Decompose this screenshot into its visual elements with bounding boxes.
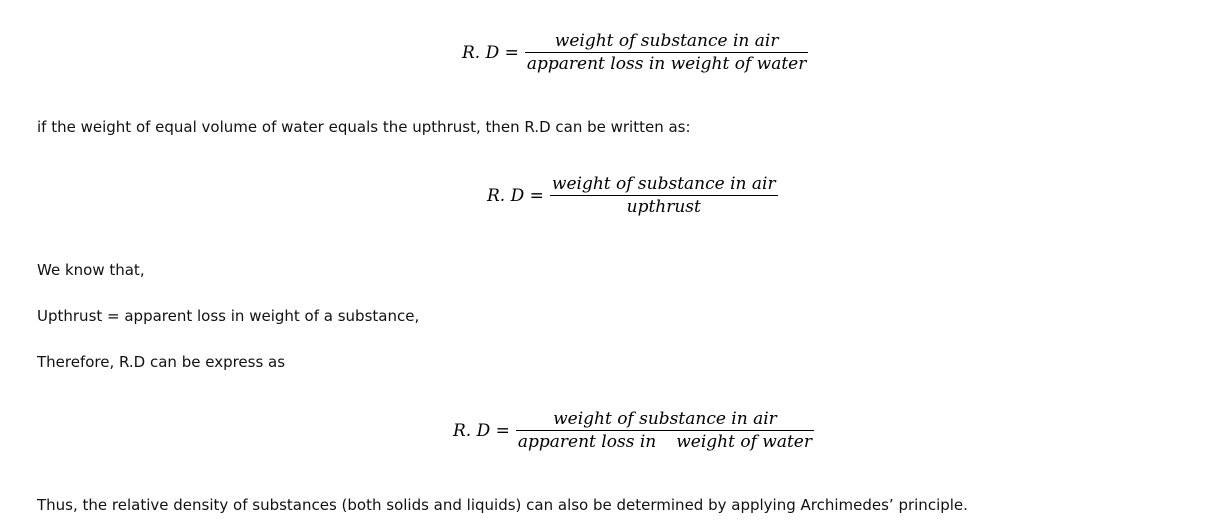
equation-1-denominator: apparent loss in weight of water [526, 54, 807, 74]
paragraph-3: Upthrust = apparent loss in weight of a substance, [37, 307, 420, 325]
paragraph-4: Therefore, R.D can be express as [37, 353, 286, 371]
equation-2-numerator: weight of substance in air [551, 174, 776, 194]
equation-1-fraction [525, 30, 808, 75]
paragraph-2: We know that, [37, 261, 145, 279]
equation-2-lhs: R. D = [487, 185, 544, 206]
equation-2 [487, 173, 778, 218]
paragraph-5: Thus, the relative density of substances (both solids and liquids) can also be determined by applying Archimedes’ principle. [37, 496, 968, 514]
paragraph-1: if the weight of equal volume of water equals the upthrust, then R.D can be written as: [37, 118, 691, 136]
equation-3-numerator: weight of substance in air [553, 409, 777, 429]
equation-3-denominator-part1: apparent loss in [517, 432, 657, 452]
equation-3-denominator [516, 431, 814, 453]
equation-2-denominator: upthrust [626, 197, 701, 217]
equation-2-fraction [550, 173, 778, 218]
equation-3-lhs: R. D = [453, 420, 510, 441]
equation-1 [462, 30, 808, 75]
equation-1-numerator: weight of substance in air [554, 31, 779, 51]
equation-3-fraction [516, 408, 814, 453]
equation-1-lhs: R. D = [462, 42, 519, 63]
equation-3-denominator-part2: weight of water [676, 432, 812, 452]
equation-3 [453, 408, 814, 453]
